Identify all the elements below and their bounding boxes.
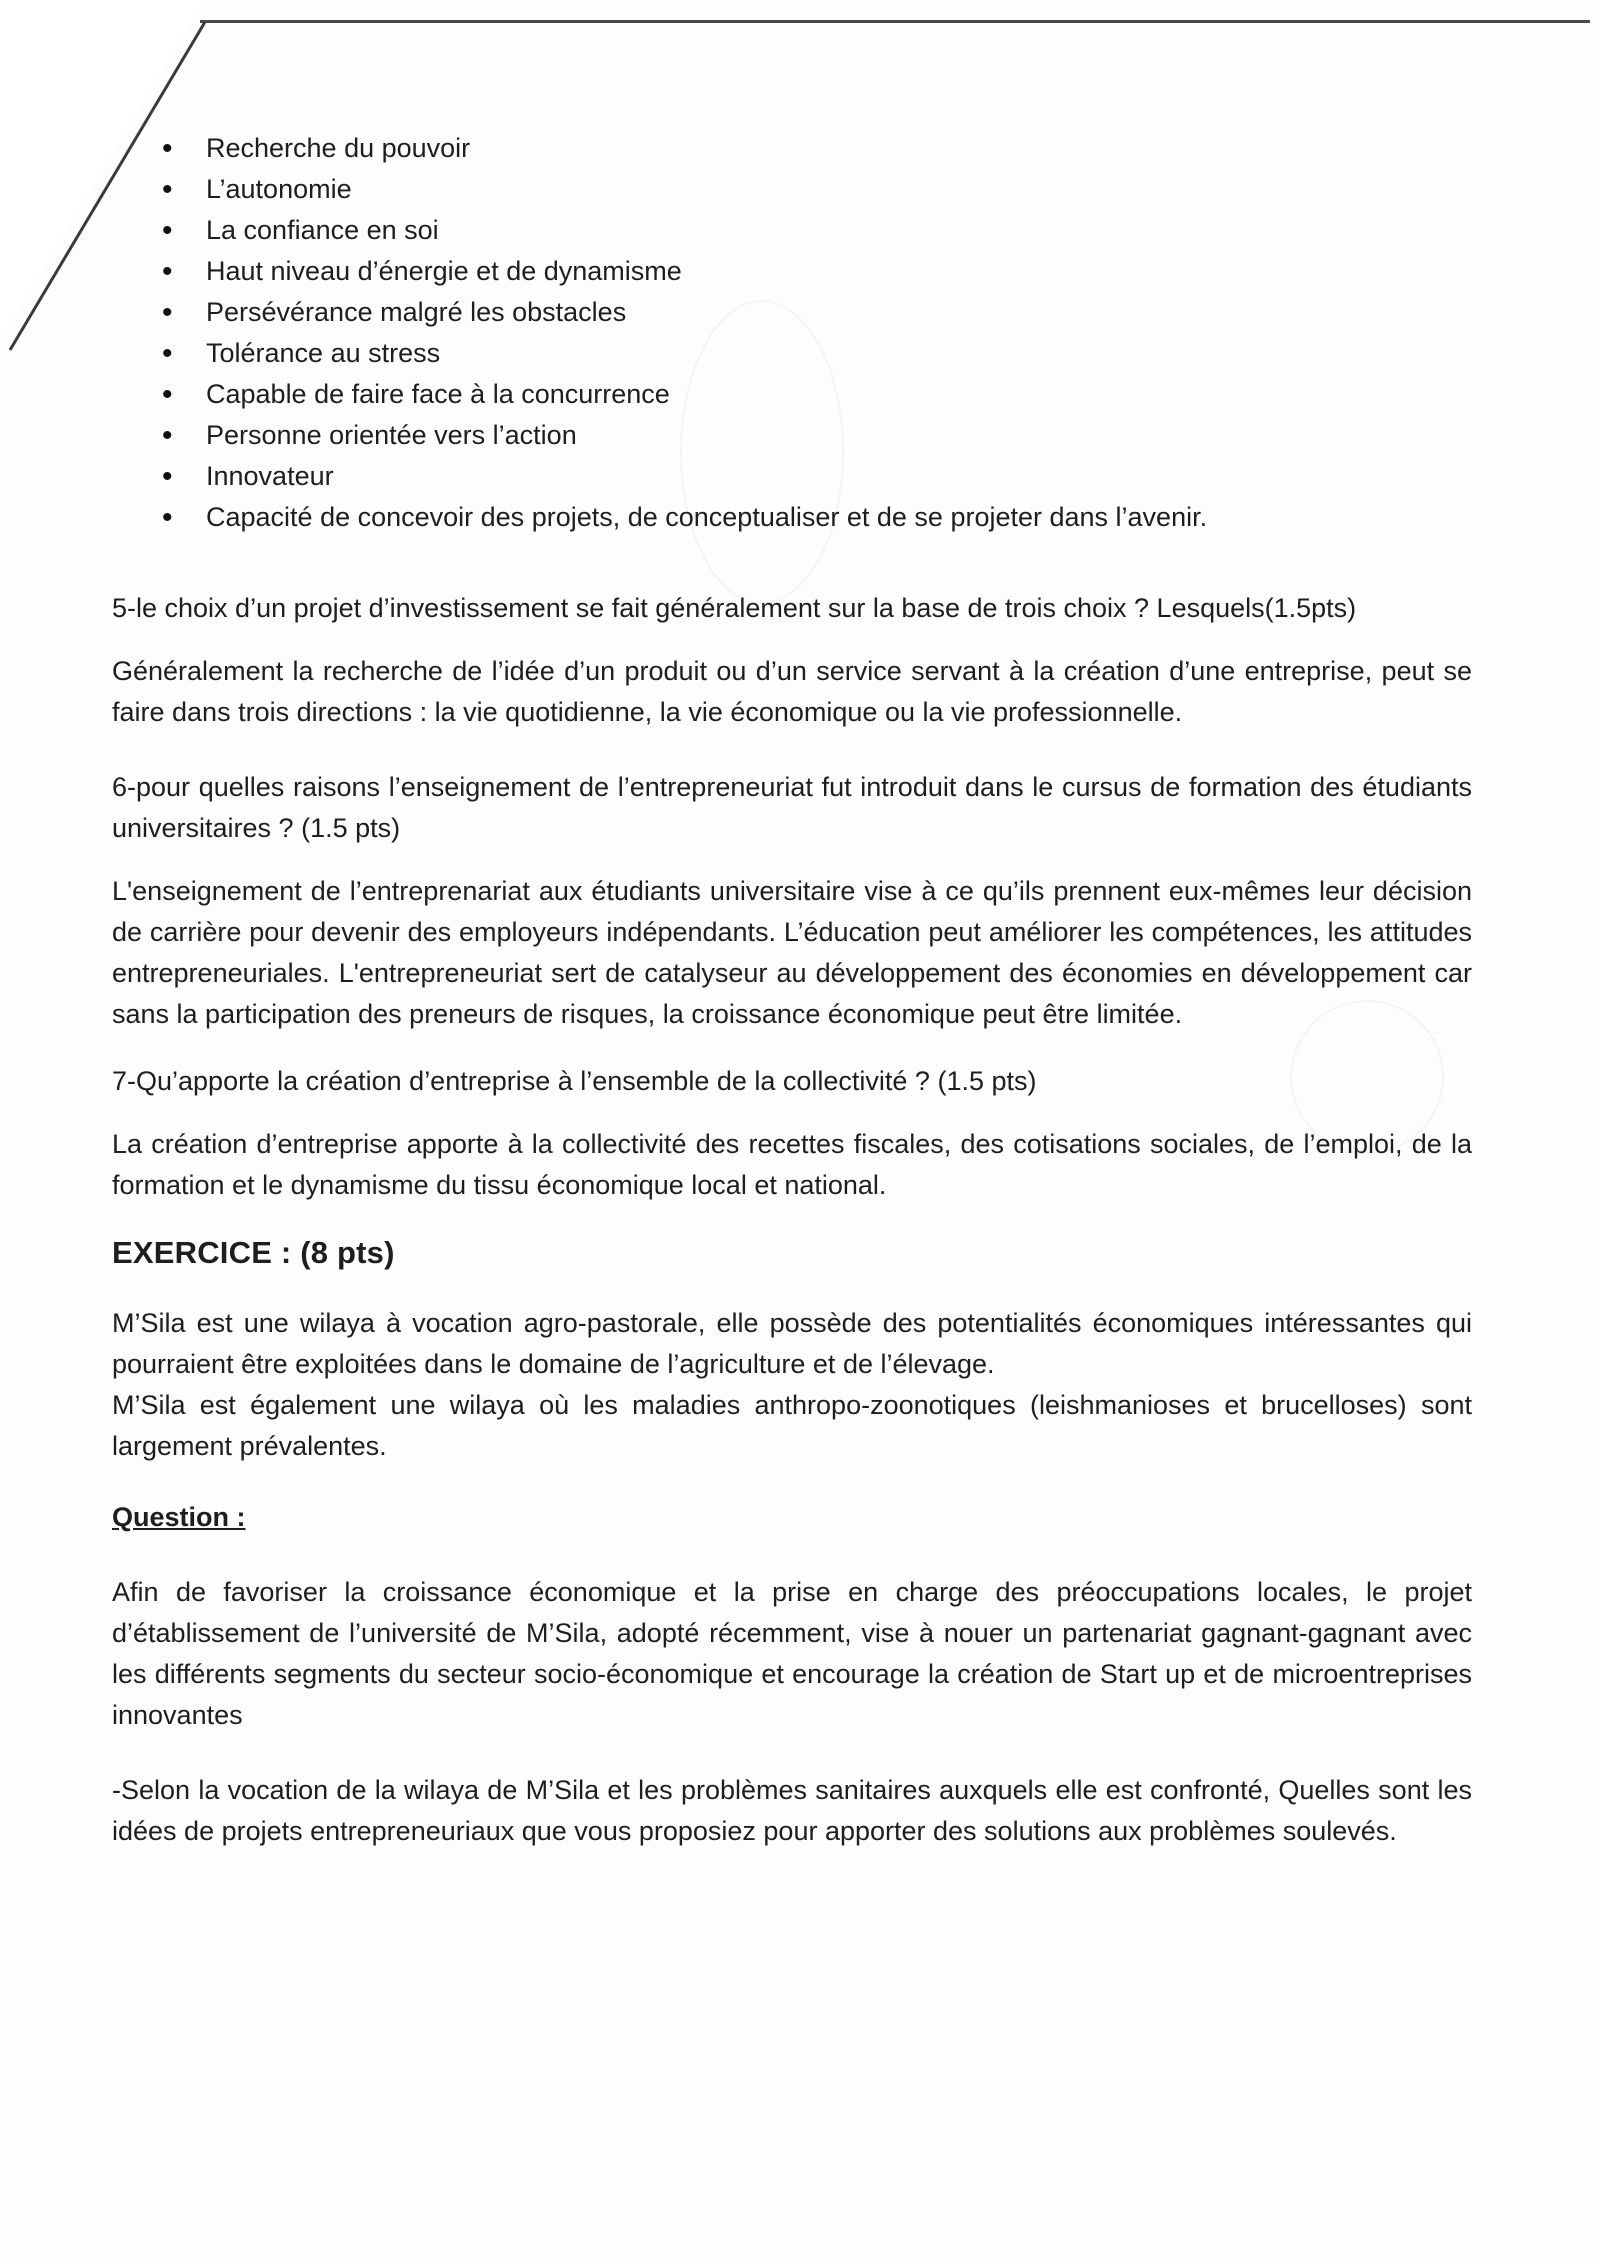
list-item: • Recherche du pouvoir xyxy=(162,128,1472,169)
question-6: 6-pour quelles raisons l’enseignement de l’entrepreneuriat fut introduit dans le cursus de formation des étudiants universitaires ? (1.5 pts) xyxy=(112,772,1472,843)
exercise-title xyxy=(112,1232,1472,1273)
list-item: • Capacité de concevoir des projets, de conceptualiser et de se projeter dans l’avenir. xyxy=(162,497,1472,538)
exercise-task: -Selon la vocation de la wilaya de M’Sila et les problèmes sanitaires auxquels elle est confronté, Quelles sont les idées de projets entrepreneuriaux que vous proposiez pour apporter des solutions aux problèmes soulevés. xyxy=(112,1775,1472,1846)
list-item: • Haut niveau d’énergie et de dynamisme xyxy=(162,251,1472,292)
answer-5: Généralement la recherche de l’idée d’un produit ou d’un service servant à la création d’une entreprise, peut se faire dans trois directions : la vie quotidienne, la vie économique ou la vie professionnelle. xyxy=(112,656,1472,727)
question-5: 5-le choix d’un projet d’investissement se fait généralement sur la base de trois choix ? Lesquels(1.5pts) xyxy=(112,593,1357,623)
list-item: • L’autonomie xyxy=(162,169,1472,210)
exercise-points: (8 pts) xyxy=(300,1235,395,1270)
exercise-context: Afin de favoriser la croissance économique et la prise en charge des préoccupations locales, le projet d’établissement de l’université de M’Sila, adopté récemment, vise à nouer un partenariat gagnant-gagnant avec les différents segments du secteur socio-économique et encourage la création de Start up et de microentreprises innovantes xyxy=(112,1577,1472,1730)
question-7: 7-Qu’apporte la création d’entreprise à l’ensemble de la collectivité ? (1.5 pts) xyxy=(112,1066,1037,1096)
answer-6: L'enseignement de l’entreprenariat aux étudiants universitaire vise à ce qu’ils prennent eux-mêmes leur décision de carrière pour devenir des employeurs indépendants. L’éducation peut améliorer les compétences, les attitudes entrepreneuriales. L'entrepreneuriat sert de catalyseur au développement des économies en développement car sans la participation des preneurs de risques, la croissance économique peut être limitée. xyxy=(112,876,1472,1029)
list-item: • Persévérance malgré les obstacles xyxy=(162,292,1472,333)
list-item: • Personne orientée vers l’action xyxy=(162,415,1472,456)
traits-list xyxy=(112,128,1472,538)
exercise-title-label: EXERCICE : xyxy=(112,1235,292,1270)
exercise-paragraph-2: M’Sila est également une wilaya où les maladies anthropo-zoonotiques (leishmanioses et brucelloses) sont largement prévalentes. xyxy=(112,1390,1472,1461)
question-heading: Question : xyxy=(112,1502,246,1532)
list-item: • La confiance en soi xyxy=(162,210,1472,251)
list-item: • Tolérance au stress xyxy=(162,333,1472,374)
answer-7: La création d’entreprise apporte à la collectivité des recettes fiscales, des cotisations sociales, de l’emploi, de la formation et le dynamisme du tissu économique local et national. xyxy=(112,1129,1472,1200)
scan-top-edge xyxy=(200,20,1590,23)
document-body xyxy=(112,128,1472,1878)
list-item: • Capable de faire face à la concurrence xyxy=(162,374,1472,415)
list-item: • Innovateur xyxy=(162,456,1472,497)
exercise-paragraph-1: M’Sila est une wilaya à vocation agro-pastorale, elle possède des potentialités économiques intéressantes qui pourraient être exploitées dans le domaine de l’agriculture et de l’élevage. xyxy=(112,1308,1472,1379)
